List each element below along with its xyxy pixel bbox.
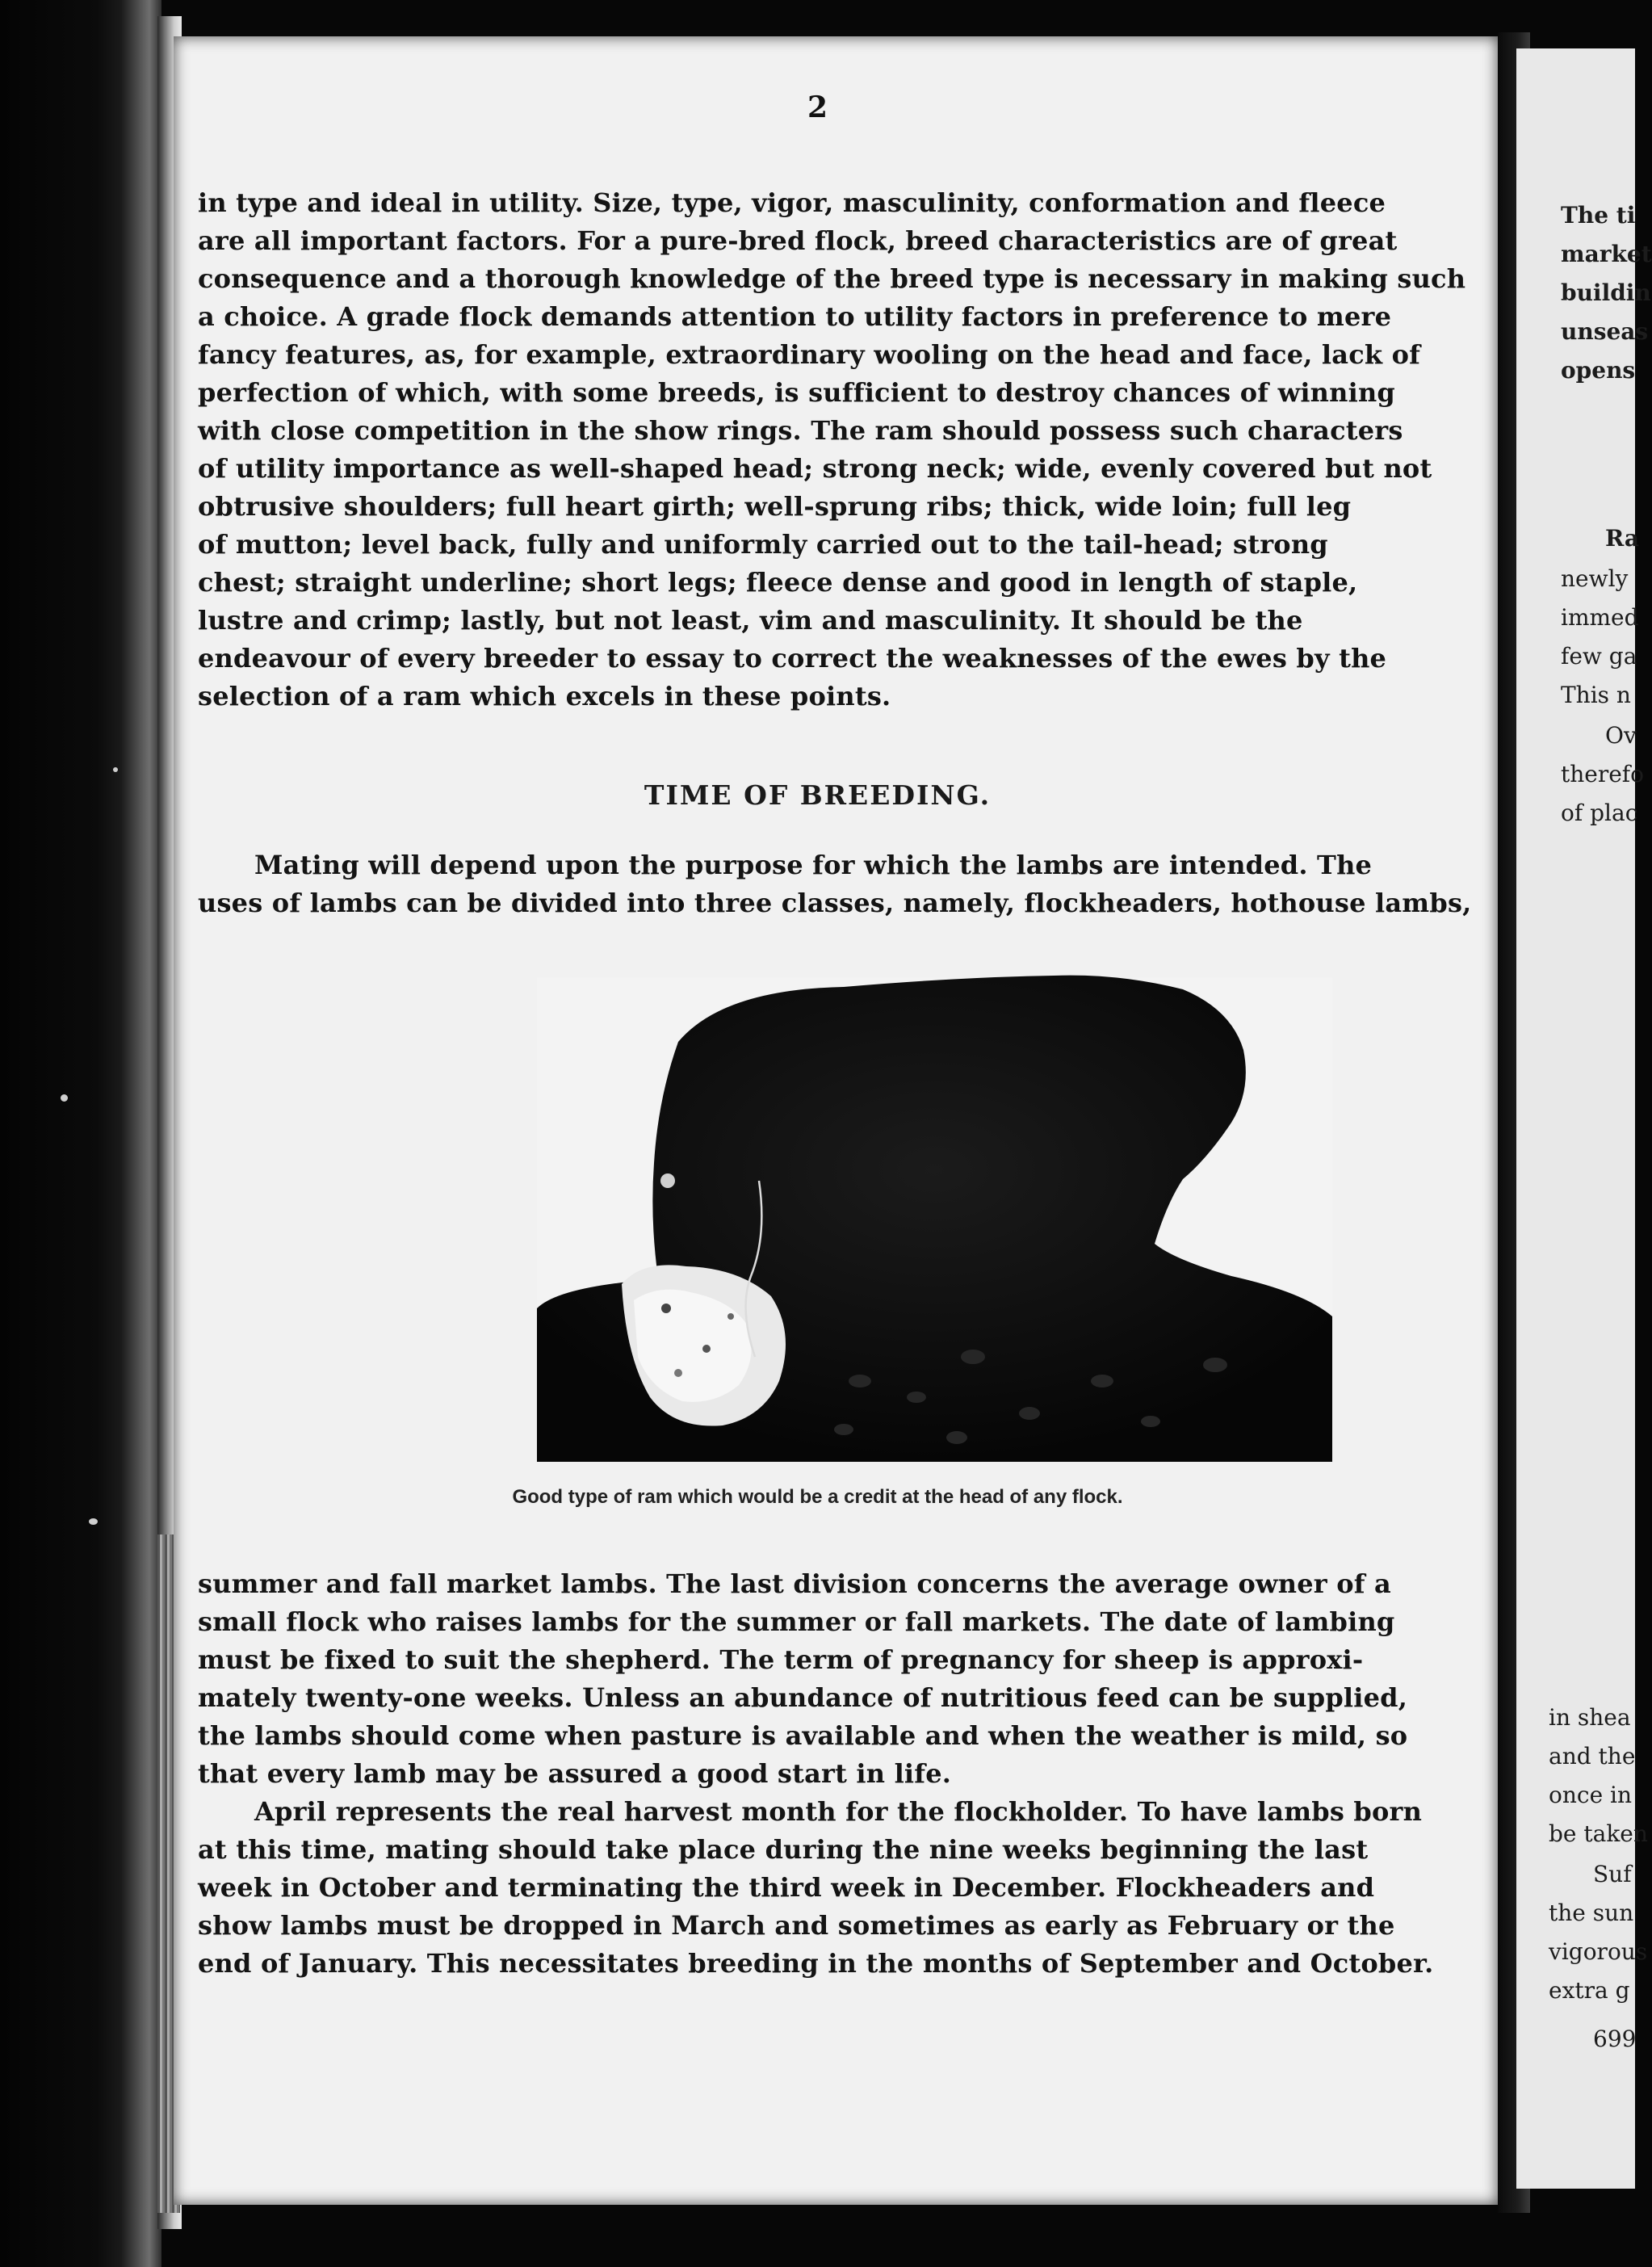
text-line: of mutton; level back, fully and uniformly carried out to the tail-head; strong [198,529,1328,560]
text-line: lustre and crimp; lastly, but not least, vim and masculinity. It should be the [198,605,1303,636]
scan-speck [89,1518,98,1525]
section-heading: TIME OF BREEDING. [644,779,992,811]
adjacent-text: and the [1549,1743,1636,1770]
adjacent-text: market [1561,241,1652,267]
text-line: fancy features, as, for example, extraordinary wooling on the head and face, lack of [198,339,1421,370]
text-line: uses of lambs can be divided into three classes, namely, flockheaders, hothouse lambs, [198,888,1472,918]
paragraph-ram-qualities [198,184,1466,716]
photo-caption: Good type of ram which would be a credit at the head of any flock. [512,1486,1123,1508]
adjacent-text: the sun [1549,1900,1634,1926]
ram-photograph [537,977,1332,1462]
text-line: week in October and terminating the third week in December. Flockheaders and [198,1872,1375,1903]
adjacent-text: once in [1549,1782,1633,1808]
adjacent-text: extra g [1549,1977,1630,2004]
adjacent-text: vigorous [1549,1938,1648,1965]
adjacent-text: The ti [1561,202,1636,229]
text-line: small flock who raises lambs for the summer or fall markets. The date of lambing [198,1606,1395,1637]
adjacent-text: 699 [1593,2026,1637,2052]
adjacent-text: of plac [1561,800,1638,826]
text-line: a choice. A grade flock demands attention to utility factors in preference to mere [198,301,1392,332]
text-line: April represents the real harvest month for the flockholder. To have lambs born [254,1796,1423,1827]
text-line: obtrusive shoulders; full heart girth; well-sprung ribs; thick, wide loin; full leg [198,491,1352,522]
ram-silhouette-image [537,977,1332,1462]
scan-gutter-left [0,0,161,2267]
text-line: must be fixed to suit the shepherd. The term of pregnancy for sheep is approxi- [198,1644,1364,1675]
paragraph-lambing [198,1565,1434,1983]
text-line: selection of a ram which excels in these points. [198,681,891,712]
page-number: 2 [807,90,828,124]
text-line: endeavour of every breeder to essay to correct the weaknesses of the ewes by the [198,643,1387,674]
text-line: that every lamb may be assured a good start in life. [198,1758,952,1789]
scan-speck [61,1094,68,1102]
text-line: the lambs should come when pasture is available and when the weather is mild, so [198,1720,1408,1751]
text-line: perfection of which, with some breeds, is sufficient to destroy chances of winning [198,377,1396,408]
adjacent-text: in shea [1549,1704,1631,1731]
adjacent-text: Ov [1605,722,1637,749]
scan-speck [113,767,118,772]
text-line: Mating will depend upon the purpose for which the lambs are intended. The [254,850,1373,880]
adjacent-text: Ra [1605,525,1640,552]
text-line: consequence and a thorough knowledge of the breed type is necessary in making such [198,263,1466,294]
text-line: summer and fall market lambs. The last division concerns the average owner of a [198,1568,1391,1599]
text-line: in type and ideal in utility. Size, type, vigor, masculinity, conformation and fleece [198,187,1386,218]
adjacent-text: buildin [1561,279,1651,306]
paragraph-mating-intro [198,846,1472,922]
text-line: with close competition in the show rings. The ram should possess such characters [198,415,1403,446]
text-line: end of January. This necessitates breeding in the months of September and October. [198,1948,1434,1979]
text-line: at this time, mating should take place during the nine weeks beginning the last [198,1834,1369,1865]
text-line: are all important factors. For a pure-bred flock, breed characteristics are of great [198,225,1398,256]
adjacent-text: unseas [1561,318,1649,345]
text-line: mately twenty-one weeks. Unless an abundance of nutritious feed can be supplied, [198,1682,1408,1713]
adjacent-text: opens [1561,357,1636,384]
adjacent-text: newly [1561,565,1629,592]
adjacent-text: few ga [1561,643,1637,670]
text-line: of utility importance as well-shaped head; strong neck; wide, evenly covered but not [198,453,1432,484]
adjacent-text: be taken [1549,1820,1648,1847]
text-line: show lambs must be dropped in March and sometimes as early as February or the [198,1910,1395,1941]
adjacent-page [1516,48,1652,2189]
text-line: chest; straight underline; short legs; fleece dense and good in length of staple, [198,567,1358,598]
adjacent-text: immed [1561,604,1639,631]
adjacent-text: This n [1561,682,1631,708]
adjacent-text: therefo [1561,761,1645,787]
adjacent-text: Suf [1593,1861,1632,1887]
